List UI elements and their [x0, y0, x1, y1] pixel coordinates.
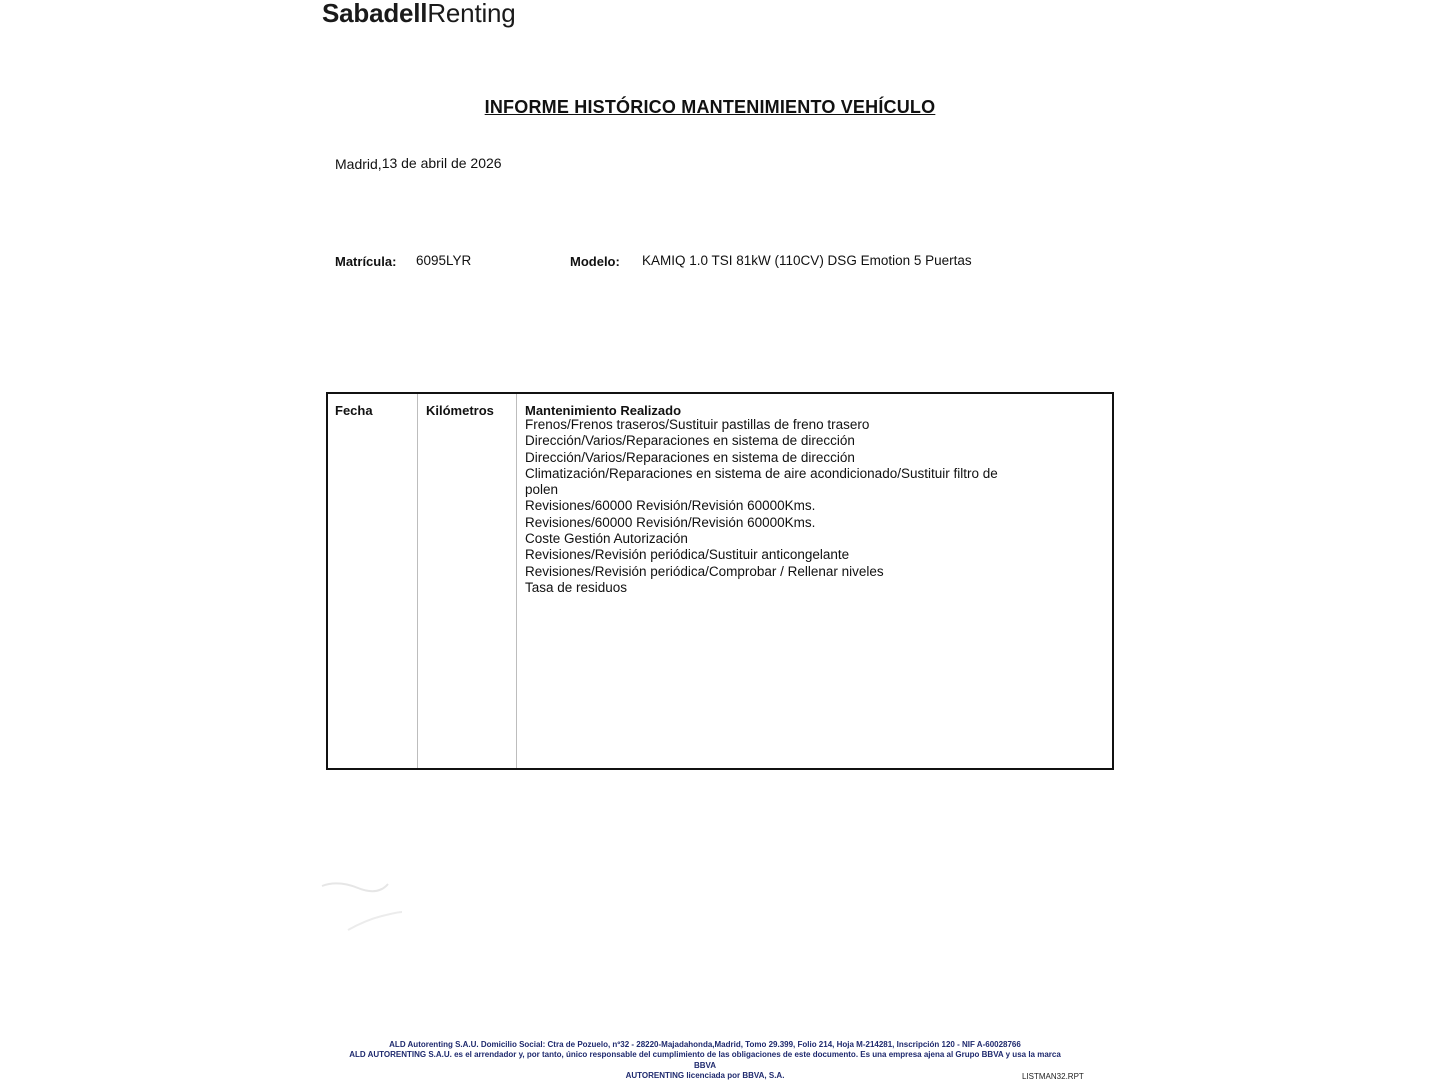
maintenance-table	[326, 392, 1114, 770]
maintenance-item: Frenos/Frenos traseros/Sustituir pastillas de freno trasero	[525, 417, 870, 432]
matricula-label: Matrícula:	[335, 254, 397, 269]
matricula-value: 6095LYR	[416, 253, 472, 268]
page-title: INFORME HISTÓRICO MANTENIMIENTO VEHÍCULO	[484, 97, 936, 117]
maintenance-item: Dirección/Varios/Reparaciones en sistema de dirección	[525, 433, 855, 449]
column-divider	[516, 394, 517, 768]
maintenance-list	[525, 417, 1005, 596]
modelo-label: Modelo:	[570, 254, 620, 269]
footer-line: ALD Autorenting S.A.U. Domicilio Social: Ctra de Pozuelo, nº32 - 28220-Majadahonda,Madrid, Tomo 29.399, Folio 214, Hoja M-214281, Inscripción 120 - NIF A-60028766	[389, 1040, 1021, 1049]
faint-signature-mark	[318, 872, 408, 942]
report-code: LISTMAN32.RPT	[1022, 1072, 1084, 1081]
column-header-mantenimiento: Mantenimiento Realizado	[525, 403, 682, 418]
maintenance-item: Revisiones/60000 Revisión/Revisión 60000Kms.	[525, 514, 816, 530]
maintenance-item: Revisiones/Revisión periódica/Sustituir anticongelante	[525, 547, 850, 563]
report-date-line	[335, 155, 502, 171]
legal-footer	[340, 1040, 1070, 1081]
logo-light-text: Renting	[427, 0, 516, 28]
footer-line: AUTORENTING licenciada por BBVA, S.A.	[625, 1070, 785, 1080]
report-city: Madrid,	[335, 156, 382, 172]
maintenance-item: Dirección/Varios/Reparaciones en sistema de dirección	[525, 449, 855, 465]
report-date: 13 de abril de 2026	[381, 155, 502, 171]
column-header-fecha: Fecha	[335, 403, 373, 418]
maintenance-item: Tasa de residuos	[525, 579, 628, 595]
sabadell-renting-logo	[322, 0, 516, 29]
footer-line: ALD AUTORENTING S.A.U. es el arrendador y, por tanto, único responsable del cumplimiento de las obligaciones de este documento. Es una empresa ajena al Grupo BBVA y usa la marca BBVA	[349, 1050, 1061, 1070]
logo-bold-text: Sabadell	[322, 0, 428, 28]
column-divider	[417, 394, 418, 768]
maintenance-item: Coste Gestión Autorización	[525, 531, 688, 547]
modelo-value: KAMIQ 1.0 TSI 81kW (110CV) DSG Emotion 5 Puertas	[642, 253, 972, 268]
maintenance-item: Climatización/Reparaciones en sistema de aire acondicionado/Sustituir filtro de polen	[525, 465, 998, 498]
maintenance-item: Revisiones/60000 Revisión/Revisión 60000Kms.	[525, 498, 816, 514]
column-header-kilometros: Kilómetros	[426, 403, 494, 418]
maintenance-item: Revisiones/Revisión periódica/Comprobar / Rellenar niveles	[525, 563, 884, 579]
